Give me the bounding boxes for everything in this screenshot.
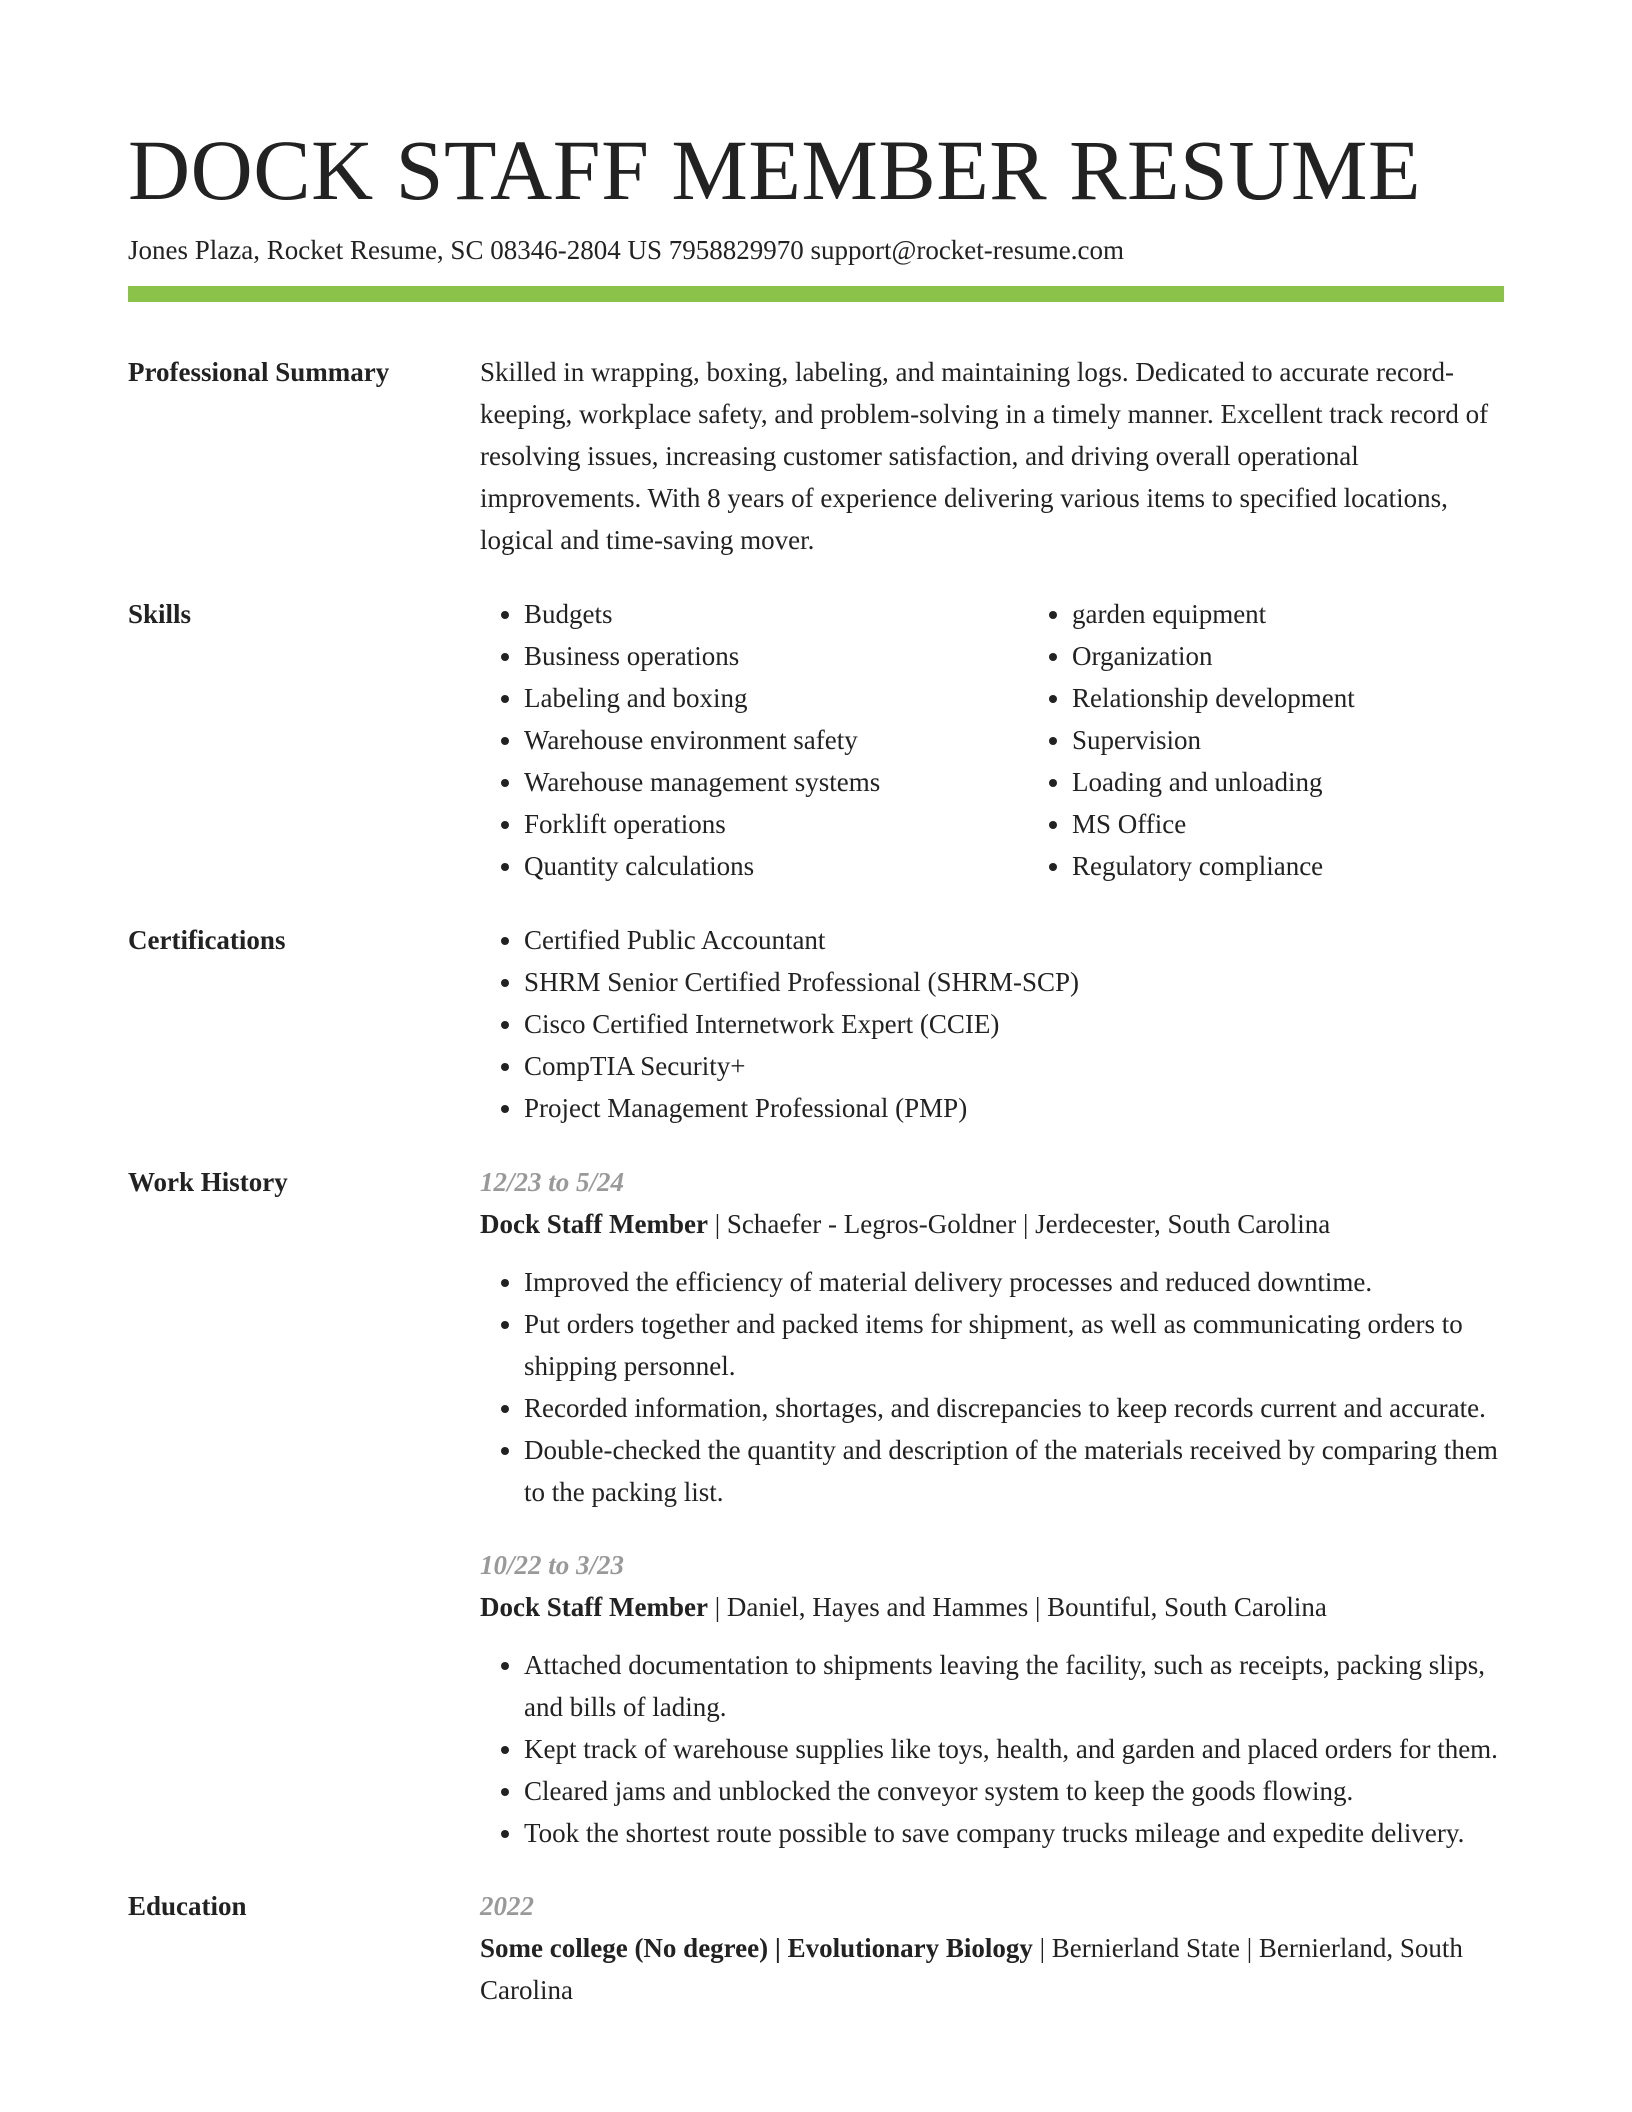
skill-item: • Regulatory compliance [1072,845,1576,887]
certification-item: • Project Management Professional (PMP) [524,1087,1504,1129]
work-history-section [128,1161,1504,1854]
section-label: Education [128,1891,247,1921]
education-section [128,1885,1504,2011]
skill-item: • Budgets [524,593,1028,635]
certification-item: • SHRM Senior Certified Professional (SHRM-SCP) [524,961,1504,1003]
section-label: Certifications [128,925,286,955]
certifications-section [128,919,1504,1129]
job-entry [480,1161,1504,1513]
page-title: DOCK STAFF MEMBER RESUME [128,122,1421,218]
job-title: Dock Staff Member [480,1592,708,1622]
job-bullet: • Double-checked the quantity and description of the materials received by comparing them to the packing list. [524,1429,1504,1513]
job-bullet: • Attached documentation to shipments leaving the facility, such as receipts, packing slips, and bills of lading. [524,1644,1504,1728]
job-title: Dock Staff Member [480,1209,708,1239]
job-bullets [480,1261,1504,1513]
skill-item: • Supervision [1072,719,1576,761]
contact-line: Jones Plaza, Rocket Resume, SC 08346-2804 US 7958829970 support@rocket-resume.com [128,235,1124,265]
section-label: Professional Summary [128,357,390,387]
skill-item: • Loading and unloading [1072,761,1576,803]
accent-divider [128,286,1504,302]
job-heading [480,1586,1504,1628]
education-year: 2022 [480,1891,534,1921]
skills-list-right [1028,593,1576,887]
certification-item: • CompTIA Security+ [524,1045,1504,1087]
education-heading [480,1927,1504,2011]
certification-item: • Certified Public Accountant [524,919,1504,961]
job-bullets [480,1644,1504,1854]
job-dates: 12/23 to 5/24 [480,1167,625,1197]
skill-item: • garden equipment [1072,593,1576,635]
job-dates: 10/22 to 3/23 [480,1550,625,1580]
summary-text: Skilled in wrapping, boxing, labeling, and maintaining logs. Dedicated to accurate record-keeping, workplace safety, and problem-solving in a timely manner. Excellent track record of resolving issues, increasing customer satisfaction, and driving overall operational improvements. With 8 years of experience delivering various items to specified locations, logical and time-saving mover. [480,357,1489,555]
skill-item: • Organization [1072,635,1576,677]
certifications-body [480,919,1504,1129]
job-bullet: • Took the shortest route possible to save company trucks mileage and expedite delivery. [524,1812,1504,1854]
job-heading [480,1203,1504,1245]
skill-item: • Forklift operations [524,803,1028,845]
job-bullet: • Improved the efficiency of material delivery processes and reduced downtime. [524,1261,1504,1303]
education-body [480,1885,1504,2011]
job-bullet: • Kept track of warehouse supplies like toys, health, and garden and placed orders for them. [524,1728,1504,1770]
section-label: Work History [128,1167,288,1197]
skill-item: • Business operations [524,635,1028,677]
skill-item: • Warehouse environment safety [524,719,1028,761]
skill-item: • Warehouse management systems [524,761,1028,803]
job-entry [480,1544,1504,1854]
job-bullet: • Cleared jams and unblocked the conveyor system to keep the goods flowing. [524,1770,1504,1812]
summary-section [128,351,1504,561]
skills-columns [480,593,1576,887]
work-history-body [480,1161,1504,1854]
skills-section [128,593,1504,887]
education-details: | Bernierland State | Bernierland, South Carolina [480,1933,1463,2005]
skill-item: • Labeling and boxing [524,677,1028,719]
job-bullet: • Recorded information, shortages, and discrepancies to keep records current and accurate. [524,1387,1504,1429]
skill-item: • Quantity calculations [524,845,1028,887]
job-details: | Schaefer - Legros-Goldner | Jerdecester, South Carolina [707,1209,1331,1239]
certifications-list [480,919,1504,1129]
skills-list-left [480,593,1028,887]
skill-item: • MS Office [1072,803,1576,845]
certification-item: • Cisco Certified Internetwork Expert (CCIE) [524,1003,1504,1045]
section-label: Skills [128,599,192,629]
job-bullet: • Put orders together and packed items for shipment, as well as communicating orders to shipping personnel. [524,1303,1504,1387]
job-details: | Daniel, Hayes and Hammes | Bountiful, South Carolina [707,1592,1327,1622]
resume-page [128,0,1504,2011]
skill-item: • Relationship development [1072,677,1576,719]
education-degree: Some college (No degree) | Evolutionary Biology [480,1933,1033,1963]
